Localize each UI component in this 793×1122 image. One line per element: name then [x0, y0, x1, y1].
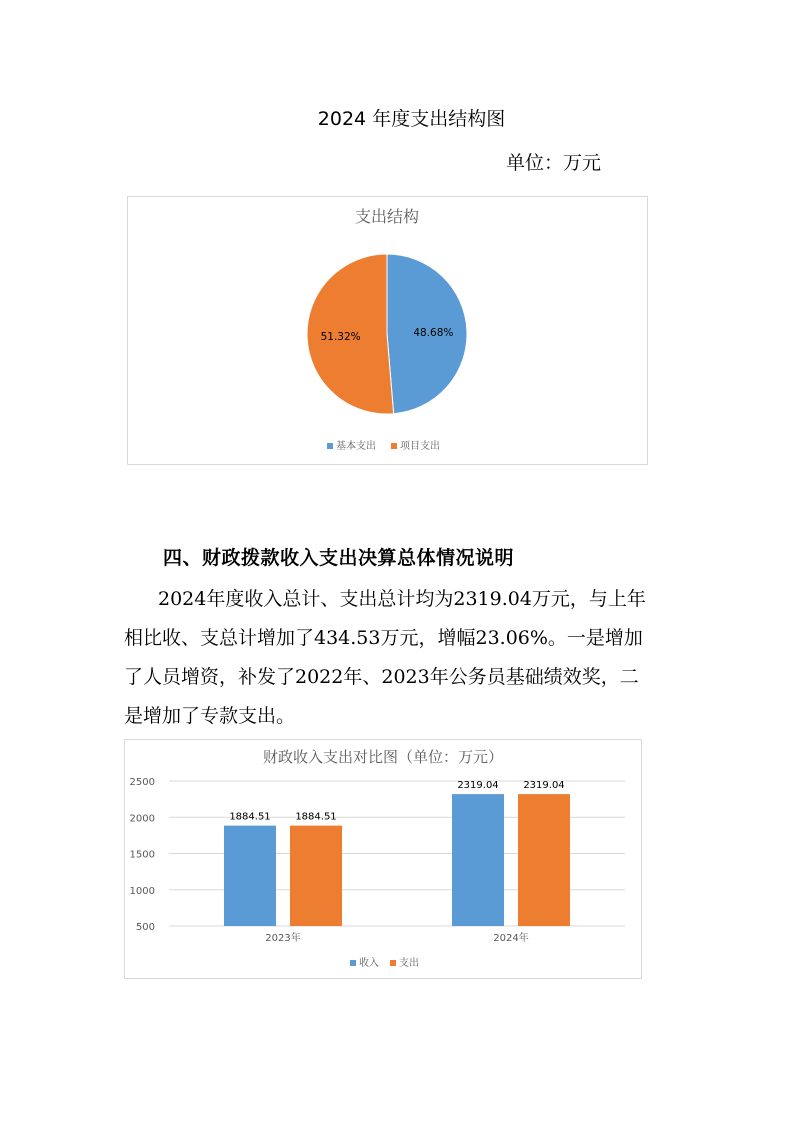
bar-expense: [518, 794, 570, 926]
bar-data-label: 2319.04: [457, 780, 499, 792]
legend-label: 基本支出: [336, 441, 376, 452]
bar-chart-frame: [124, 739, 642, 979]
bar-data-label: 1884.51: [295, 811, 337, 823]
bar-expense: [290, 826, 342, 926]
pie-chart: [128, 197, 647, 464]
document-title: 2024 年度支出结构图: [317, 108, 506, 130]
legend-swatch: [391, 443, 397, 449]
y-tick-label: 1500: [129, 849, 155, 861]
paragraph-line: 了人员增资，补发了2022年、2023年公务员基础绩效奖，二: [124, 666, 639, 688]
legend-swatch: [327, 443, 333, 449]
paragraph-line: 相比收、支总计增加了434.53万元，增幅23.06%。一是增加: [124, 627, 643, 649]
bar-income: [452, 794, 504, 926]
unit-label: 单位：万元: [506, 152, 602, 174]
y-tick-label: 2000: [129, 813, 155, 825]
legend-label: 收入: [359, 958, 379, 969]
x-tick-label: 2024年: [493, 933, 529, 944]
x-tick-label: 2023年: [265, 933, 301, 944]
bar-chart-title: 财政收入支出对比图（单位：万元）: [262, 748, 504, 766]
legend-label: 支出: [399, 958, 419, 969]
bar-data-label: 2319.04: [523, 780, 565, 792]
y-tick-label: 500: [135, 922, 155, 933]
paragraph-line: 2024年度收入总计、支出总计均为2319.04万元，与上年: [158, 588, 646, 610]
pie-chart-frame: [127, 196, 648, 465]
bar-data-label: 1884.51: [229, 811, 271, 823]
pie-chart-title: 支出结构: [354, 207, 420, 226]
legend-swatch: [350, 960, 356, 966]
y-tick-label: 2500: [129, 777, 155, 788]
pie-data-label: 51.32%: [320, 330, 361, 343]
section-heading: 四、财政拨款收入支出决算总体情况说明: [163, 547, 515, 569]
pie-data-label: 48.68%: [413, 327, 454, 340]
bar-chart: [125, 740, 641, 978]
y-tick-label: 1000: [129, 885, 155, 897]
legend-swatch: [390, 960, 396, 966]
paragraph-line: 是增加了专款支出。: [124, 705, 296, 727]
bar-income: [224, 826, 276, 926]
legend-label: 项目支出: [400, 441, 440, 452]
